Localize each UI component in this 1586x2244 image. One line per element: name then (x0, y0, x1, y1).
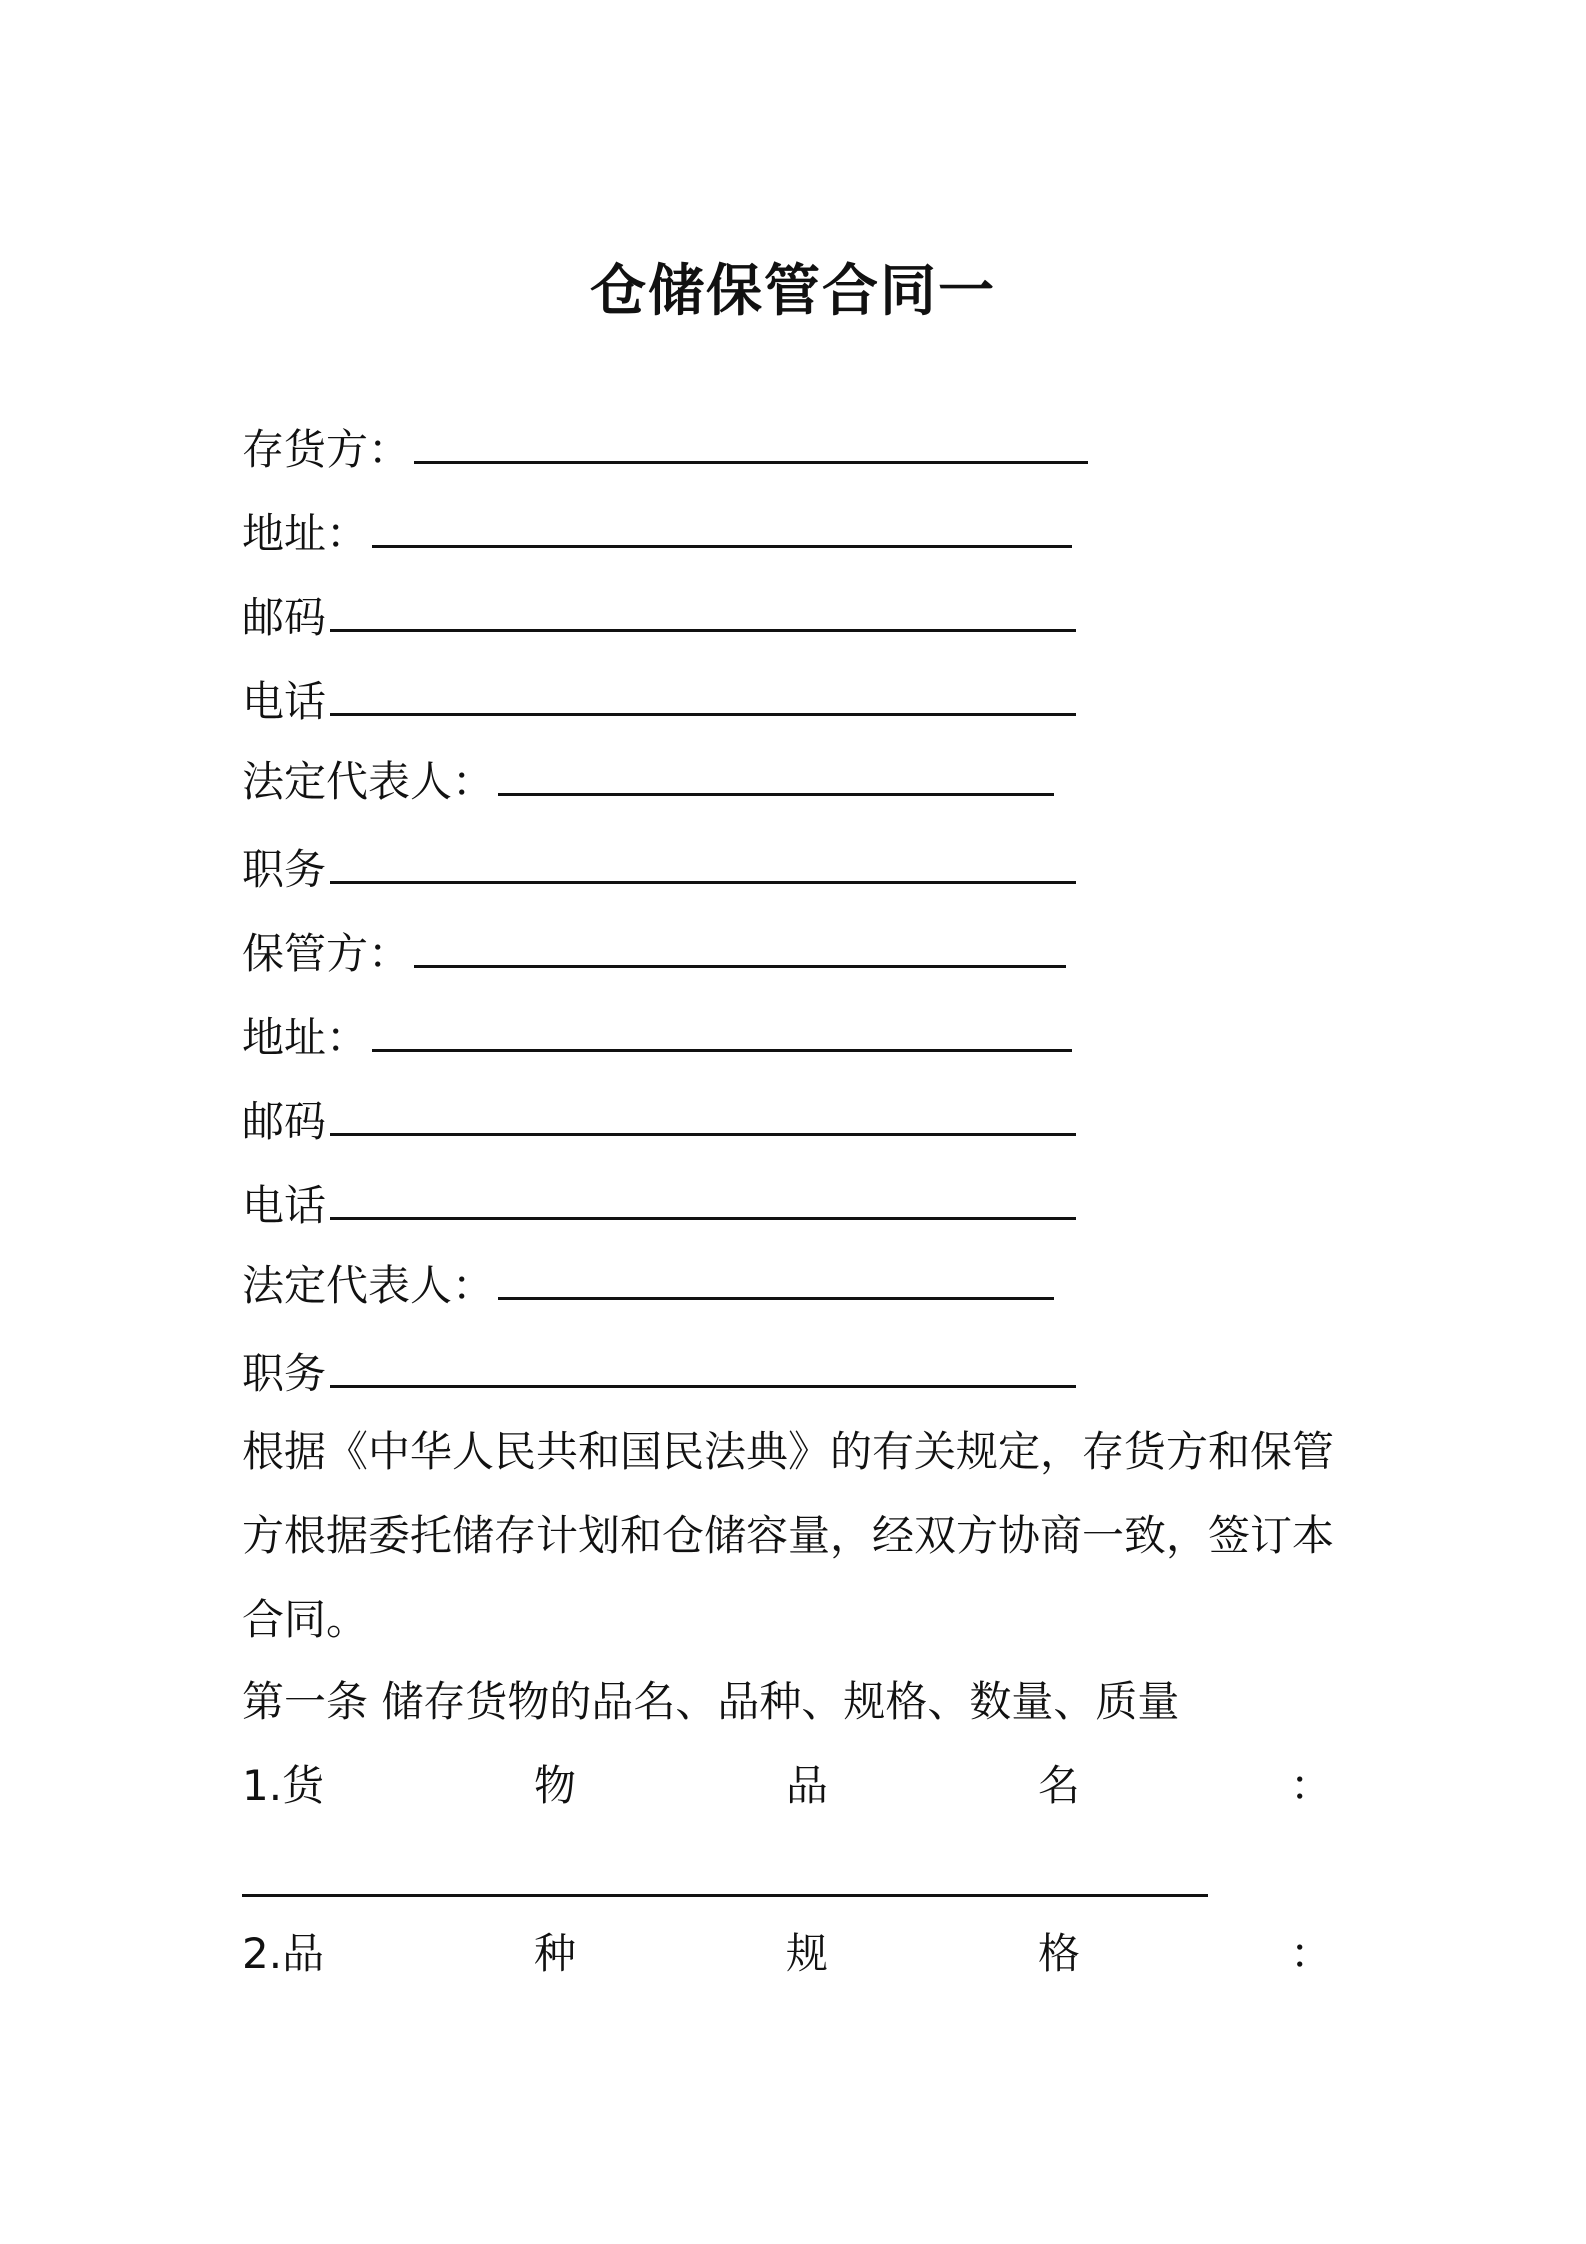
depositor-postcode-label: 邮码 (242, 593, 327, 642)
depositor-position-field (242, 840, 1076, 900)
depositor-address-field (242, 504, 1072, 564)
custodian-party-field (242, 924, 1066, 984)
custodian-rep-label: 法定代表人： (242, 1261, 495, 1310)
depositor-rep-blank[interactable] (498, 753, 1054, 796)
depositor-phone-field (242, 672, 1076, 732)
item1-part: 物 (534, 1761, 577, 1810)
custodian-address-label: 地址： (242, 1013, 369, 1062)
custodian-phone-blank[interactable] (330, 1177, 1076, 1220)
depositor-postcode-field (242, 588, 1076, 648)
custodian-address-field (242, 1008, 1072, 1068)
item2-part: ： (1289, 1929, 1332, 1978)
item1-part: 品 (786, 1761, 829, 1810)
custodian-party-label: 保管方： (242, 929, 411, 978)
document-title: 仓储保管合同一 (590, 259, 996, 324)
custodian-address-blank[interactable] (372, 1009, 1072, 1052)
item2-part: 格 (1037, 1929, 1080, 1978)
custodian-postcode-blank[interactable] (330, 1093, 1076, 1136)
article1-item2 (242, 1924, 1332, 1984)
custodian-phone-field (242, 1176, 1076, 1236)
item2-part: 2.品 (242, 1929, 325, 1978)
depositor-position-label: 职务 (242, 845, 327, 894)
item1-part: 名 (1037, 1761, 1080, 1810)
item1-blank[interactable] (242, 1894, 1208, 1897)
depositor-rep-field (242, 752, 1054, 812)
article1-item1 (242, 1756, 1332, 1816)
depositor-party-blank[interactable] (414, 421, 1088, 464)
depositor-rep-label: 法定代表人： (242, 757, 495, 806)
custodian-rep-blank[interactable] (498, 1257, 1054, 1300)
custodian-position-blank[interactable] (330, 1345, 1076, 1388)
custodian-phone-label: 电话 (242, 1181, 327, 1230)
custodian-position-label: 职务 (242, 1349, 327, 1398)
depositor-phone-label: 电话 (242, 677, 327, 726)
depositor-address-blank[interactable] (372, 505, 1072, 548)
custodian-postcode-label: 邮码 (242, 1097, 327, 1146)
depositor-party-label: 存货方： (242, 425, 411, 474)
preamble-paragraph: 根据《中华人民共和国民法典》的有关规定，存货方和保管方根据委托储存计划和仓储容量，经双方协商一致，签订本合同。 (242, 1427, 1335, 1644)
depositor-position-blank[interactable] (330, 841, 1076, 884)
depositor-address-label: 地址： (242, 509, 369, 558)
item2-part: 种 (534, 1929, 577, 1978)
depositor-postcode-blank[interactable] (330, 589, 1076, 632)
custodian-position-field (242, 1344, 1076, 1404)
custodian-postcode-field (242, 1092, 1076, 1152)
custodian-rep-field (242, 1256, 1054, 1316)
depositor-phone-blank[interactable] (330, 673, 1076, 716)
item1-part: 1.货 (242, 1761, 325, 1810)
item2-part: 规 (786, 1929, 829, 1978)
depositor-party-field (242, 420, 1088, 480)
custodian-party-blank[interactable] (414, 925, 1066, 968)
article1-heading: 第一条 储存货物的品名、品种、规格、数量、质量 (242, 1677, 1180, 1726)
item1-part: ： (1289, 1761, 1332, 1810)
